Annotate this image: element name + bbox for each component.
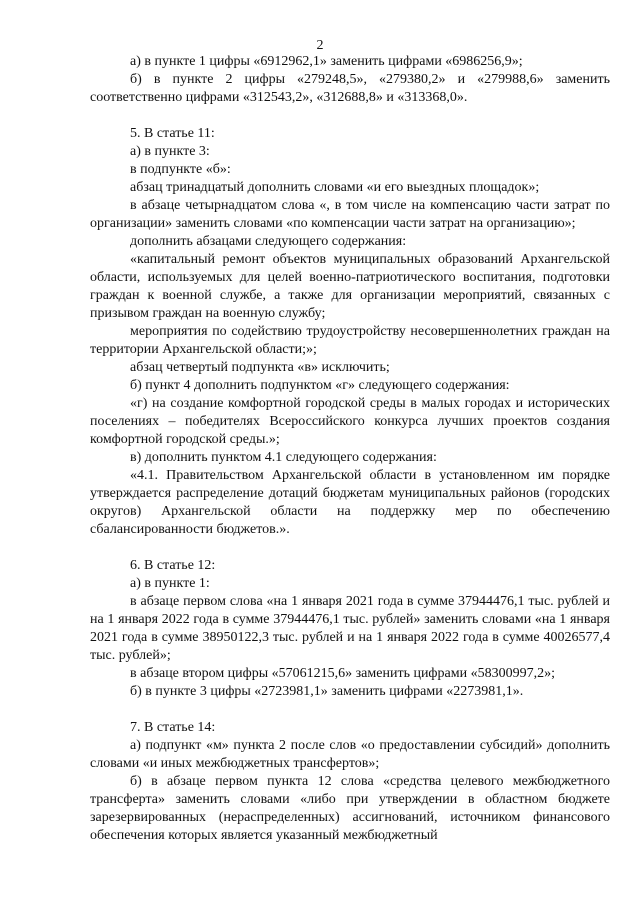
section-heading: 7. В статье 14: (130, 720, 216, 735)
paragraph: в подпункте «б»: (130, 162, 231, 177)
paragraph: а) в пункте 1: (130, 576, 210, 591)
page-number: 2 (316, 38, 324, 53)
paragraph: в абзаце четырнадцатом слова «, в том числе на компенсацию части затрат по организации» заменить словами «по компенсации части затрат на организацию»; (90, 198, 610, 231)
paragraph: «г) на создание комфортной городской среды в малых городах и исторических поселениях – победителях Всероссийского конкурса лучших проектов создания комфортной городской среды.»; (90, 396, 610, 447)
paragraph: дополнить абзацами следующего содержания: (130, 234, 407, 249)
paragraph: б) пункт 4 дополнить подпунктом «г» следующего содержания: (130, 378, 510, 393)
paragraph: «4.1. Правительством Архангельской области в установленном им порядке утверждается распределение дотаций бюджетам муниципальных районов (городских округов) Архангельской области на поддержку мер по обеспечению сбалансированности бюджетов.». (90, 468, 610, 537)
paragraph: в) дополнить пунктом 4.1 следующего содержания: (130, 450, 437, 465)
paragraph: в абзаце первом слова «на 1 января 2021 года в сумме 37944476,1 тыс. рублей и на 1 января 2022 года в сумме 37944476,1 тыс. рублей» заменить словами «на 1 января 2021 года в сумме 38950122,3 тыс. рублей и на 1 января 2022 года в сумме 40026577,4 тыс. рублей»; (90, 594, 610, 663)
paragraph: мероприятия по содействию трудоустройству несовершеннолетних граждан на территории Архангельской области;»; (90, 324, 610, 357)
paragraph: а) подпункт «м» пункта 2 после слов «о предоставлении субсидий» дополнить словами «и иных межбюджетных трансфертов»; (90, 738, 610, 771)
paragraph: абзац тринадцатый дополнить словами «и его выездных площадок»; (130, 180, 540, 195)
paragraph: абзац четвертый подпункта «в» исключить; (130, 360, 390, 375)
section-gap (90, 539, 610, 557)
paragraph: а) в пункте 3: (130, 144, 210, 159)
paragraph: «капитальный ремонт объектов муниципальных образований Архангельской области, используемых для целей военно-патриотического воспитания, подготовки граждан к военной службе, а также для организации мероприятий, связанных с призывом граждан на военную службу; (90, 252, 610, 321)
paragraph: б) в абзаце первом пункта 12 слова «средства целевого межбюджетного трансферта» заменить словами «либо при утверждении в областном бюджете зарезервированных (нераспределенных) ассигнований, источником финансового обеспечения которых является указанный межбюджетный (90, 774, 610, 843)
paragraph: б) в пункте 3 цифры «2723981,1» заменить цифрами «2273981,1». (130, 684, 524, 699)
paragraph: а) в пункте 1 цифры «6912962,1» заменить цифрами «6986256,9»; (130, 54, 523, 69)
section-gap (90, 107, 610, 125)
document-body (90, 53, 610, 845)
paragraph: б) в пункте 2 цифры «279248,5», «279380,2» и «279988,6» заменить соответственно цифрами «312543,2», «312688,8» и «313368,0». (90, 72, 610, 105)
section-gap (90, 701, 610, 719)
section-heading: 6. В статье 12: (130, 558, 216, 573)
paragraph: в абзаце втором цифры «57061215,6» заменить цифрами «58300997,2»; (130, 666, 555, 681)
section-heading: 5. В статье 11: (130, 126, 215, 141)
